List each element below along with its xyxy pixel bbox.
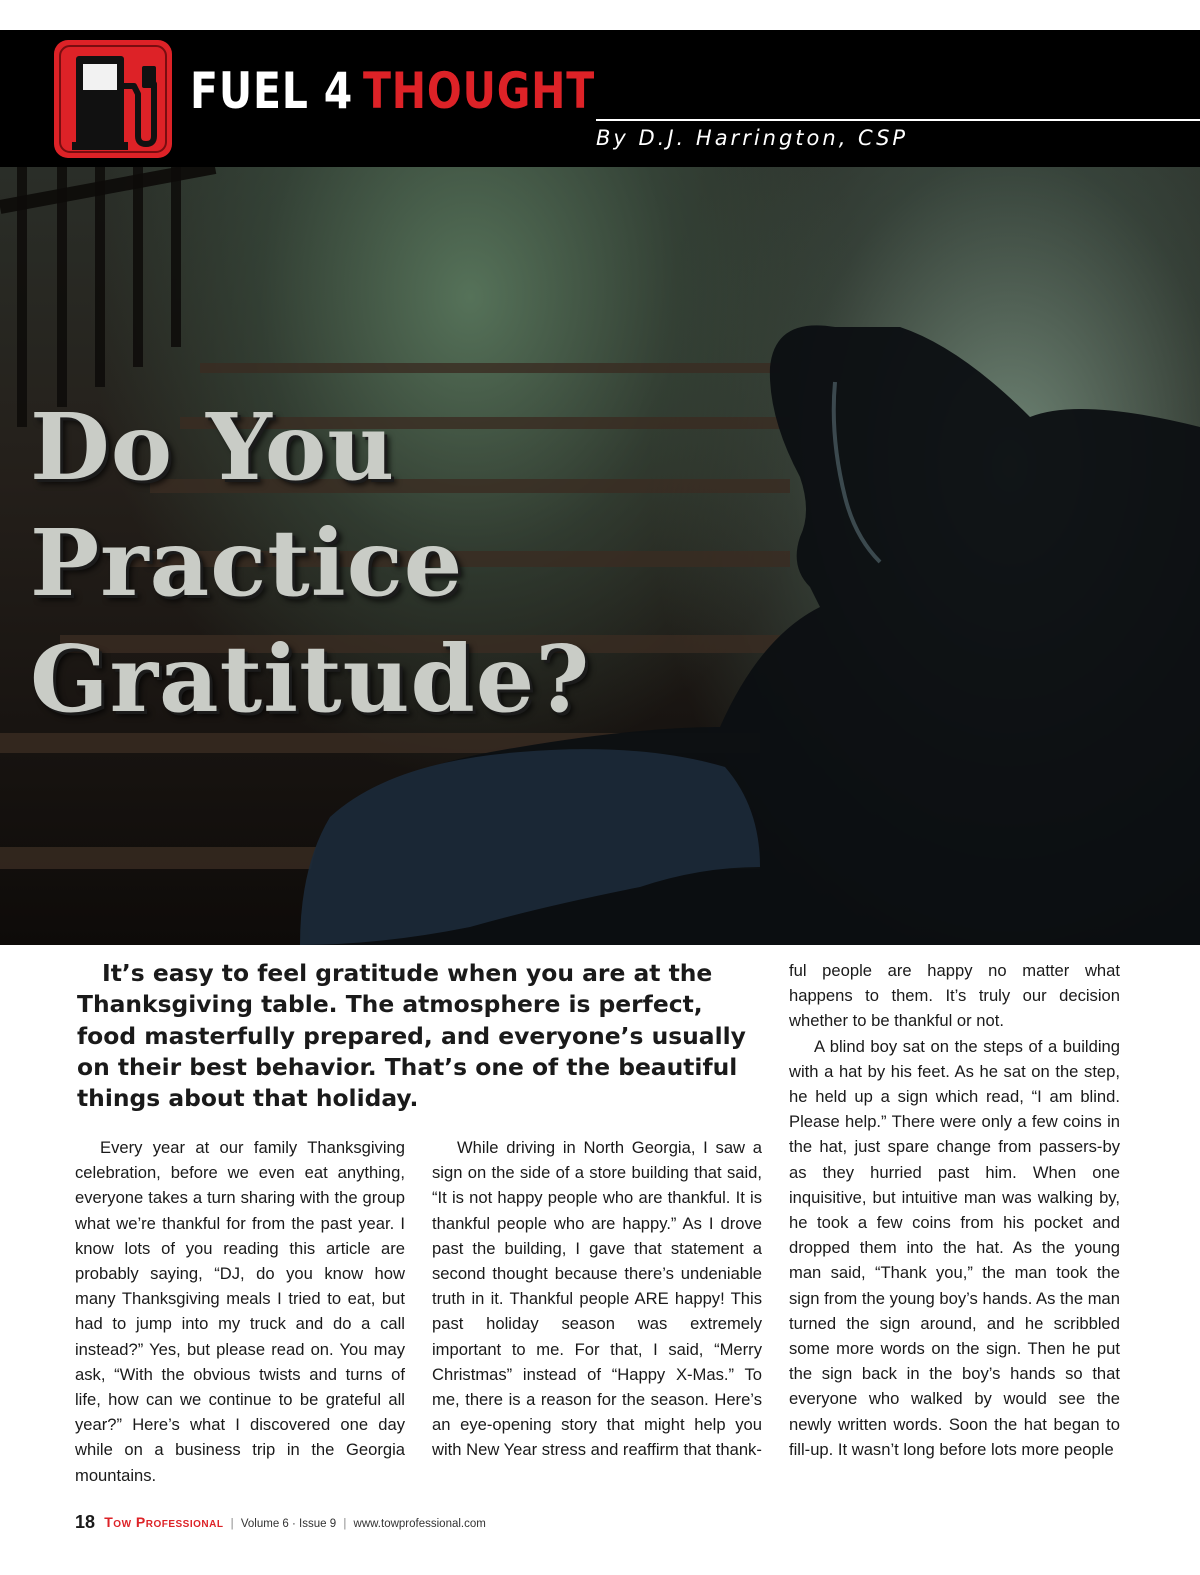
section-title-part2: THOUGHT (362, 62, 596, 120)
section-title (190, 62, 596, 120)
hero-photo (0, 167, 1200, 945)
paragraph: Every year at our family Thanksgiving celebration, before we even eat anything, everyone takes a turn sharing with the group what we’re thankful for from the past year. I know lots of you reading this article are probably saying, “DJ, do you know how many Thanksgiving meals I tried to eat, but had to jump into my truck and do a call instead?” Yes, but please read on. You may ask, “With the obvious twists and turns of life, how can we continue to be grateful all year?” Here’s what I discovered one day while on a business trip in the Georgia mountains. (75, 1138, 405, 1485)
paragraph: A blind boy sat on the steps of a building with a hat by his feet. As he sat on the step, he held up a sign which read, “I am blind. Please help.” There were only a few coins in the hat, just spare change from passers-by as they hurried past him. When one inquisitive, but intuitive man was walking by, he took a few coins from his pocket and dropped them into the hat. As the young man said, “Thank you,” the man took the sign from the young boy’s hands. As the man turned the sign around, and he scribbled some more words on the sign. Then he put the sign back in the boy’s hands so that everyone who walked by would see the newly written words. Soon the hat began to fill-up. It wasn’t long before lots more people (789, 1036, 1120, 1459)
section-header (0, 30, 1200, 167)
article-deck: It’s easy to feel gratitude when you are at the Thanksgiving table. The atmosphere is perfect, food masterfully prepared, and everyone’s usually on their best behavior. That’s one of the beautiful things about that holiday. (77, 959, 746, 1113)
article-column-3 (789, 958, 1120, 1462)
paragraph: ful people are happy no matter what happens to them. It’s truly our decision whether to be thankful or not. (789, 961, 1120, 1031)
section-title-part1: FUEL 4 (190, 62, 354, 120)
fuel-pump-icon (54, 40, 172, 158)
magazine-name: Tow Professional (104, 1514, 224, 1530)
footer-separator: | (343, 1518, 347, 1530)
website-link[interactable]: www.towprofessional.com (353, 1518, 486, 1530)
article-column-1 (75, 1135, 405, 1488)
headline-line: Gratitude? (30, 625, 591, 733)
page-number: 18 (75, 1512, 96, 1532)
byline: By D.J. Harrington, CSP (596, 126, 909, 150)
headline-line: Practice (30, 509, 464, 617)
issue-info: Volume 6 · Issue 9 (240, 1518, 337, 1530)
paragraph: While driving in North Georgia, I saw a sign on the side of a store building that said, “It is not happy people who are thankful. It is thankful people who are happy.” As I drove past the building, I gave that statement a second thought because there’s undeniable truth in it. Thankful people ARE happy! This past holiday season was extremely important to me. For that, I said, “Merry Christmas” instead of “Happy X-Mas.” To me, there is a reason for the season. Here’s an eye-opening story that might help you with New Year stress and reaffirm that thank- (432, 1138, 762, 1460)
headline-line: Do You (30, 393, 396, 501)
article-column-2 (432, 1135, 762, 1463)
footer-separator: | (230, 1518, 234, 1530)
header-divider (596, 119, 1200, 121)
hero-headline (30, 389, 590, 737)
page-footer (75, 1512, 486, 1534)
